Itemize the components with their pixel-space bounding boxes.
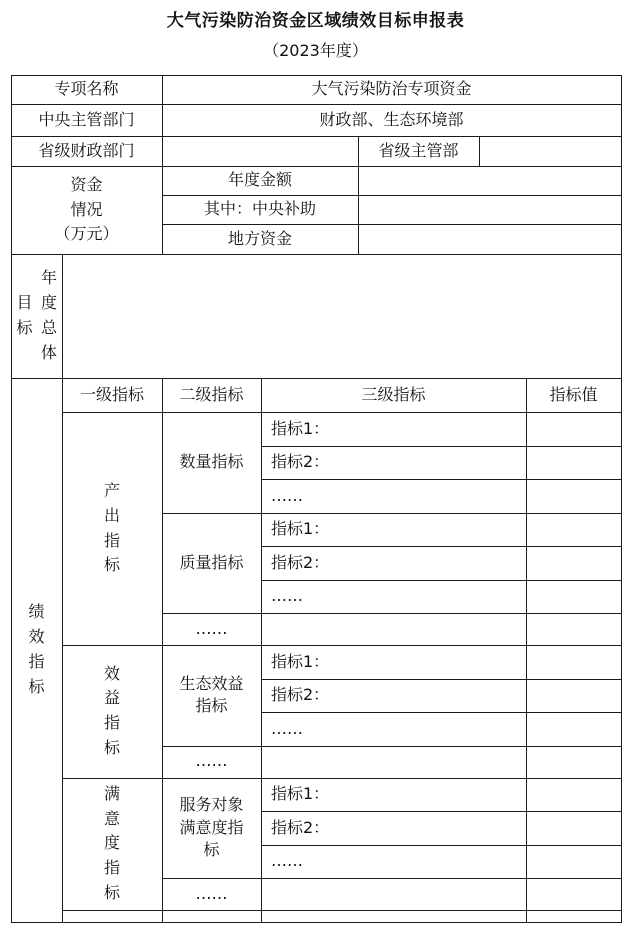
subtitle: （2023年度） (263, 41, 368, 60)
level1-indicator-label-line: 指 (103, 713, 120, 733)
central-subsidy-value[interactable] (358, 195, 621, 224)
indicator-value-cell[interactable] (526, 746, 621, 778)
provincial-dept-value[interactable] (479, 136, 621, 166)
annual-total-value[interactable] (62, 254, 621, 378)
funds-label-line: 资金 (70, 174, 103, 194)
level1-indicator-label-line: 标 (103, 555, 120, 575)
table-bottom-border (11, 922, 622, 923)
indicator-row-label: 指标1： (271, 651, 330, 671)
indicator-row-label: 指标2： (271, 552, 330, 572)
level1-indicator-label-line: 产 (103, 480, 120, 500)
annual-total-label-line: 年 (40, 268, 57, 288)
indicator-value-cell[interactable] (526, 878, 621, 910)
funds-label (11, 166, 162, 254)
annual-total-label-line: 总 (40, 318, 57, 337)
level2-indicator-label (162, 778, 261, 879)
level1-indicator-label (62, 412, 162, 645)
indicator-row-label: …… (271, 851, 303, 871)
level2-indicator-label-line: 满意度指 (179, 817, 244, 837)
level2-indicator-label-line: 标 (203, 839, 220, 859)
central-dept-label: 中央主管部门 (38, 109, 135, 129)
level1-indicator-label-line: 出 (103, 505, 120, 525)
indicator-value-cell[interactable] (526, 479, 621, 513)
indicator-value-cell[interactable] (526, 513, 621, 547)
performance-indicators-label-line: 指 (28, 652, 45, 671)
indicator-value-cell[interactable] (526, 446, 621, 480)
annual-total-label-line: 体 (40, 342, 57, 362)
level1-indicator-label-line: 标 (103, 882, 120, 902)
level2-indicator-label: …… (195, 618, 228, 638)
annual-amount-value[interactable] (358, 166, 621, 195)
project-name-label: 专项名称 (54, 79, 119, 99)
indicator-value-cell[interactable] (526, 712, 621, 746)
indicator-row-label: 指标2： (271, 685, 330, 705)
indicator-value-cell[interactable] (526, 546, 621, 580)
level1-indicator-label-line: 标 (103, 738, 120, 758)
table-rule (62, 910, 622, 911)
indicator-row-label: …… (271, 718, 303, 738)
provincial-dept-label: 省级主管部 (378, 140, 459, 160)
indicator-value-cell[interactable] (526, 580, 621, 614)
indicator-value-cell[interactable] (526, 645, 621, 679)
funds-label-line: （万元） (54, 224, 119, 244)
table-right-border (621, 75, 622, 923)
level2-indicator-label (162, 645, 261, 746)
level2-indicator-label: …… (195, 883, 228, 903)
annual-total-label (36, 254, 62, 378)
level2-indicator-label: 数量指标 (179, 452, 244, 472)
indicator-value-cell[interactable] (526, 613, 621, 645)
central-subsidy-label: 其中：中央补助 (203, 199, 316, 219)
level1-indicator-label-line: 效 (103, 663, 120, 683)
level1-indicator-label-line: 益 (103, 688, 120, 708)
performance-indicators-label-line: 绩 (28, 602, 45, 622)
level1-indicator-label-line: 意 (103, 808, 120, 828)
indicator-row-label (261, 613, 526, 645)
indicator-row-label: …… (271, 485, 303, 505)
indicator-row-label: 指标1： (271, 519, 330, 539)
header-level1: 一级指标 (79, 384, 144, 404)
level1-indicator-label-line: 度 (103, 833, 120, 853)
goal-label-line: 标 (16, 318, 33, 337)
level1-indicator-label-line: 满 (103, 783, 120, 803)
provincial-finance-label: 省级财政部门 (38, 140, 135, 160)
funds-label-line: 情况 (70, 199, 103, 219)
annual-amount-label: 年度金额 (227, 170, 292, 190)
level2-indicator-label: …… (195, 751, 228, 771)
local-funds-label: 地方资金 (227, 228, 292, 248)
title: 大气污染防治资金区域绩效目标申报表 (166, 11, 465, 31)
level1-indicator-label-line: 指 (103, 858, 120, 878)
indicator-value-cell[interactable] (526, 778, 621, 812)
level2-indicator-label-line: 生态效益 (179, 673, 244, 693)
header-level3: 三级指标 (361, 384, 426, 404)
header-level2: 二级指标 (179, 384, 244, 404)
indicator-row-label: 指标1： (271, 784, 330, 804)
goal-label (11, 254, 38, 378)
header-value: 指标值 (549, 384, 598, 404)
provincial-finance-value[interactable] (162, 136, 358, 166)
goal-label-line: 目 (16, 293, 33, 313)
level1-indicator-label (62, 778, 162, 911)
indicator-row-label (261, 878, 526, 910)
indicator-row-label: 指标2： (271, 817, 330, 837)
indicator-row-label: …… (271, 586, 303, 606)
project-name-value: 大气污染防治专项资金 (311, 79, 472, 99)
performance-indicators-label-line: 效 (28, 627, 45, 647)
level2-indicator-label-line: 指标 (195, 696, 228, 716)
central-dept-value: 财政部、生态环境部 (319, 109, 464, 129)
indicator-row-label: 指标1： (271, 418, 330, 438)
level2-indicator-label: 质量指标 (179, 552, 244, 572)
performance-indicators-label (11, 378, 62, 922)
level1-indicator-label (62, 645, 162, 778)
level2-indicator-label-line: 服务对象 (179, 795, 244, 815)
indicator-value-cell[interactable] (526, 679, 621, 713)
indicator-row-label (261, 746, 526, 778)
indicator-value-cell[interactable] (526, 845, 621, 879)
indicator-value-cell[interactable] (526, 811, 621, 845)
performance-indicators-label-line: 标 (28, 676, 45, 696)
indicator-row-label: 指标2： (271, 452, 330, 472)
level1-indicator-label-line: 指 (103, 530, 120, 550)
indicator-value-cell[interactable] (526, 412, 621, 446)
local-funds-value[interactable] (358, 224, 621, 254)
annual-total-label-line: 度 (40, 293, 57, 313)
